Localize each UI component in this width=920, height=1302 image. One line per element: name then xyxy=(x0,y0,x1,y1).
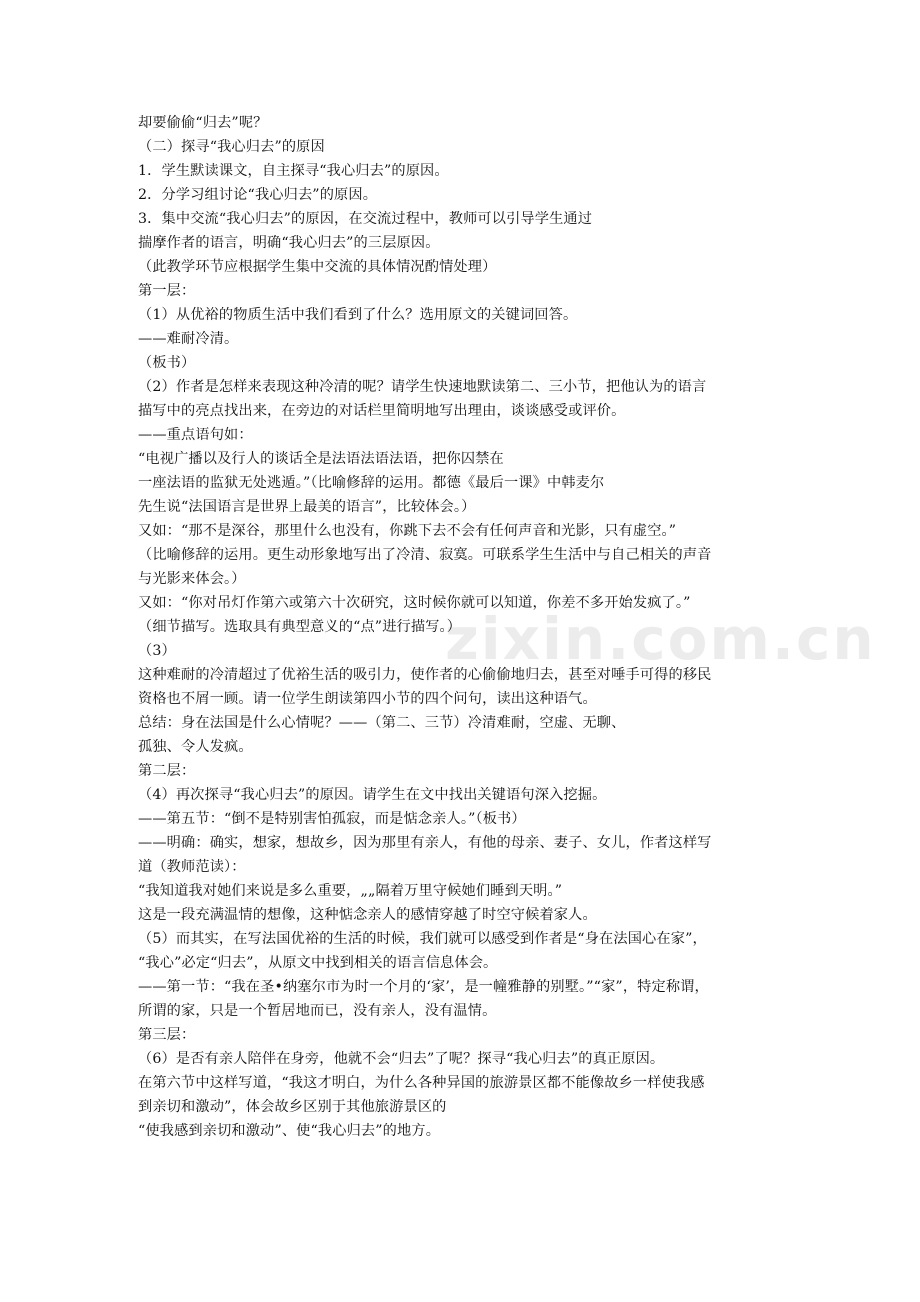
text-line: 到亲切和激动”，体会故乡区别于其他旅游景区的 xyxy=(138,1099,447,1115)
text-line: （5）而其实，在写法国优裕的生活的时候，我们就可以感受到作者是“身在法国心在家”， xyxy=(138,931,707,947)
text-line: “我知道我对她们来说是多么重要，„„隔着万里守候她们睡到天明。” xyxy=(138,883,563,899)
text-line: （2）作者是怎样来表现这种冷清的呢？请学生快速地默读第二、三小节，把他认为的语言 xyxy=(138,379,707,395)
text-line: （板书） xyxy=(138,355,196,371)
text-line: （3） xyxy=(138,643,176,659)
text-line: （此教学环节应根据学生集中交流的具体情况酌情处理） xyxy=(138,259,497,275)
text-line: 资格也不屑一顾。请一位学生朗读第四小节的四个问句，读出这种语气。 xyxy=(138,691,597,707)
text-line: 总结：身在法国是什么心情呢？——（第二、三节）冷清难耐，空虚、无聊、 xyxy=(138,715,626,731)
text-line: （6）是否有亲人陪伴在身旁，他就不会“归去”了呢？探寻“我心归去”的真正原因。 xyxy=(138,1051,665,1067)
text-line: ——第一节：“我在圣•纳塞尔市为时一个月的‘家’，是一幢雅静的别墅。”“家”，特定称谓， xyxy=(138,979,709,995)
text-line: ——重点语句如： xyxy=(138,427,253,443)
text-line: 所谓的家，只是一个暂居地而已，没有亲人，没有温情。 xyxy=(138,1003,497,1019)
text-line: ——第五节：“倒不是特别害怕孤寂，而是惦念亲人。”（板书） xyxy=(138,811,526,827)
text-line: 第三层： xyxy=(138,1027,196,1043)
text-line: ——明确：确实，想家，想故乡，因为那里有亲人，有他的母亲、妻子、女儿，作者这样写 xyxy=(138,835,712,851)
text-line: （二）探寻“我心归去”的原因 xyxy=(138,139,325,155)
watermark-text: zixin.com.cn xyxy=(445,605,876,673)
text-line: 3．集中交流“我心归去”的原因，在交流过程中，教师可以引导学生通过 xyxy=(138,211,593,227)
text-line: ——难耐冷清。 xyxy=(138,331,239,347)
text-line: 孤独、令人发疯。 xyxy=(138,739,253,755)
text-line: （细节描写。选取具有典型意义的“点”进行描写。） xyxy=(138,619,462,635)
text-line: 第二层： xyxy=(138,763,196,779)
text-line: 2．分学习组讨论“我心归去”的原因。 xyxy=(138,187,378,203)
text-line: 又如：“那不是深谷，那里什么也没有，你跳下去不会有任何声音和光影，只有虚空。” xyxy=(138,523,677,539)
text-line: 这种难耐的冷清超过了优裕生活的吸引力，使作者的心偷偷地归去，甚至对唾手可得的移民 xyxy=(138,667,712,683)
text-line: 却要偷偷“归去”呢？ xyxy=(138,115,268,131)
text-line: 先生说“法国语言是世界上最美的语言”，比较体会。） xyxy=(138,499,476,515)
text-line: 道（教师范读）： xyxy=(138,859,246,875)
text-line: 第一层： xyxy=(138,283,196,299)
text-line: 描写中的亮点找出来，在旁边的对话栏里简明地写出理由，谈谈感受或评价。 xyxy=(138,403,626,419)
text-line: （比喻修辞的运用。更生动形象地写出了冷清、寂寞。可联系学生生活中与自己相关的声音 xyxy=(138,547,712,563)
text-line: “电视广播以及行人的谈话全是法语法语法语，把你囚禁在 xyxy=(138,451,504,467)
text-line: 揣摩作者的语言，明确“我心归去”的三层原因。 xyxy=(138,235,440,251)
text-line: （1）从优裕的物质生活中我们看到了什么？选用原文的关键词回答。 xyxy=(138,307,578,323)
text-line: 又如：“你对吊灯作第六或第六十次研究，这时候你就可以知道，你差不多开始发疯了。” xyxy=(138,595,691,611)
text-line: 在第六节中这样写道，“我这才明白，为什么各种异国的旅游景区都不能像故乡一样使我感 xyxy=(138,1075,705,1091)
text-line: 这是一段充满温情的想像，这种惦念亲人的感情穿越了时空守候着家人。 xyxy=(138,907,597,923)
text-line: “使我感到亲切和激动”、使“我心归去”的地方。 xyxy=(138,1123,441,1139)
text-line: （4）再次探寻“我心归去”的原因。请学生在文中找出关键语句深入挖掘。 xyxy=(138,787,607,803)
text-line: “我心”必定“归去”，从原文中找到相关的语言信息体会。 xyxy=(138,955,498,971)
text-line: 与光影来体会。） xyxy=(138,571,246,587)
text-line: 一座法语的监狱无处逃遁。”（比喻修辞的运用。都德《最后一课》中韩麦尔 xyxy=(138,475,605,491)
text-line: 1．学生默读课文，自主探寻“我心归去”的原因。 xyxy=(138,163,449,179)
